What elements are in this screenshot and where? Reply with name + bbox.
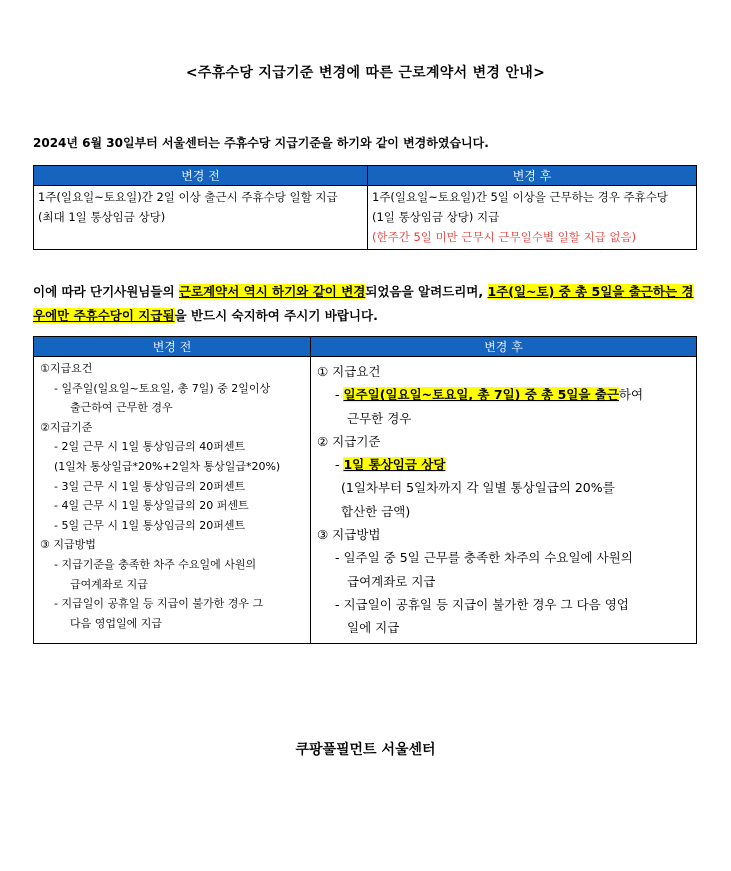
after-section-criteria: ② 지급기준 — [317, 433, 381, 449]
notice-text-1: 이에 따라 단기사원님들의 — [33, 284, 179, 299]
after-requirement-line2: 근무한 경우 — [347, 410, 412, 426]
after-method-line1: - 일주일 중 5일 근무를 충족한 차주의 수요일에 사원의 — [335, 550, 633, 566]
table1-after-cell — [368, 186, 697, 250]
table1-after-note: (한주간 5일 미만 근무시 근무일수별 일할 지급 없음) — [372, 230, 637, 244]
before-method-line1: - 지급기준을 충족한 차주 수요일에 사원의 — [54, 557, 257, 571]
before-criteria-line3: - 3일 근무 시 1일 통상임금의 20퍼센트 — [54, 479, 246, 493]
after-criteria-line3: 합산한 금액) — [341, 503, 411, 519]
before-criteria-line1: - 2일 근무 시 1일 통상임금의 40퍼센트 — [54, 440, 246, 454]
contract-change-table — [33, 336, 697, 644]
footer-signature: 쿠팡풀필먼트 서울센터 — [295, 742, 436, 758]
before-method-line2: 급여계좌로 지급 — [70, 577, 148, 591]
before-criteria-line5: - 5일 근무 시 1일 통상임금의 20퍼센트 — [54, 518, 246, 532]
table2-after-cell — [311, 357, 697, 644]
before-requirement-line1: - 일주일(일요일~토요일, 총 7일) 중 2일이상 — [54, 381, 271, 395]
after-requirement-dash: - — [335, 387, 344, 403]
before-requirement-line2: 출근하여 근무한 경우 — [70, 401, 173, 415]
after-method-line2: 급여계좌로 지급 — [347, 573, 436, 589]
notice-text-3: 을 반드시 숙지하여 주시기 바랍니다. — [174, 308, 378, 323]
table1-header-after: 변경 후 — [368, 166, 697, 186]
notice-highlight-2: 1주(일~토) 중 총 5일을 출근하는 경우에만 주휴수당이 지급됨 — [33, 284, 694, 323]
table1-after-line1: 1주(일요일~토요일)간 5일 이상을 근무하는 경우 주휴수당 — [372, 190, 668, 204]
after-criteria-highlight: 1일 통상임금 상당 — [343, 457, 446, 473]
after-requirement-rest: 하여 — [618, 387, 644, 403]
notice-paragraph — [33, 280, 698, 328]
table1-before-line1: 1주(일요일~토요일)간 2일 이상 출근시 주휴수당 일할 지급 — [38, 190, 338, 204]
before-criteria-line2: (1일차 통상일급*20%+2일차 통상일급*20%) — [54, 459, 281, 473]
after-method-line3: - 지급일이 공휴일 등 지급이 불가한 경우 그 다음 영업 — [335, 596, 629, 612]
after-section-requirement: ① 지급요건 — [317, 364, 381, 379]
after-section-method: ③ 지급방법 — [317, 527, 381, 543]
table2-header-after: 변경 후 — [311, 337, 697, 357]
notice-text-2: 되었음을 알려드리며, — [365, 284, 488, 299]
before-criteria-line4: - 4일 근무 시 1일 통상일급의 20 퍼센트 — [54, 499, 249, 513]
after-criteria-dash: - — [335, 457, 344, 473]
after-criteria-line1 — [317, 453, 692, 476]
before-section-requirement: ①지급요건 — [40, 362, 93, 375]
table2-before-cell — [34, 357, 311, 644]
after-criteria-line2: (1일차부터 5일차까지 각 일별 통상일급의 20%를 — [341, 480, 615, 496]
table1-header-before: 변경 전 — [34, 166, 368, 186]
table1-after-line2: (1일 통상임금 상당) 지급 — [372, 210, 500, 224]
before-method-line3: - 지급일이 공휴일 등 지급이 불가한 경우 그 — [54, 597, 264, 611]
table2-header-before: 변경 전 — [34, 337, 311, 357]
after-method-line4: 일에 지급 — [347, 620, 400, 636]
intro-text: 2024년 6월 30일부터 서울센터는 주휴수당 지급기준을 하기와 같이 변경하였습니다. — [33, 136, 489, 150]
after-requirement-highlight: 일주일(일요일~토요일, 총 7일) 중 총 5일을 출근 — [343, 387, 619, 403]
table1-before-line2: (최대 1일 통상임금 상당) — [38, 210, 166, 224]
page-title: <주휴수당 지급기준 변경에 따른 근로계약서 변경 안내> — [185, 65, 546, 81]
after-requirement-line1 — [317, 383, 692, 406]
table1-before-cell — [34, 186, 368, 250]
before-section-criteria: ②지급기준 — [40, 420, 93, 434]
change-summary-table — [33, 165, 697, 250]
notice-highlight-1: 근로계약서 역시 하기와 같이 변경 — [178, 284, 366, 299]
before-method-line4: 다음 영업일에 지급 — [70, 616, 163, 630]
before-section-method: ③ 지급방법 — [40, 538, 96, 552]
